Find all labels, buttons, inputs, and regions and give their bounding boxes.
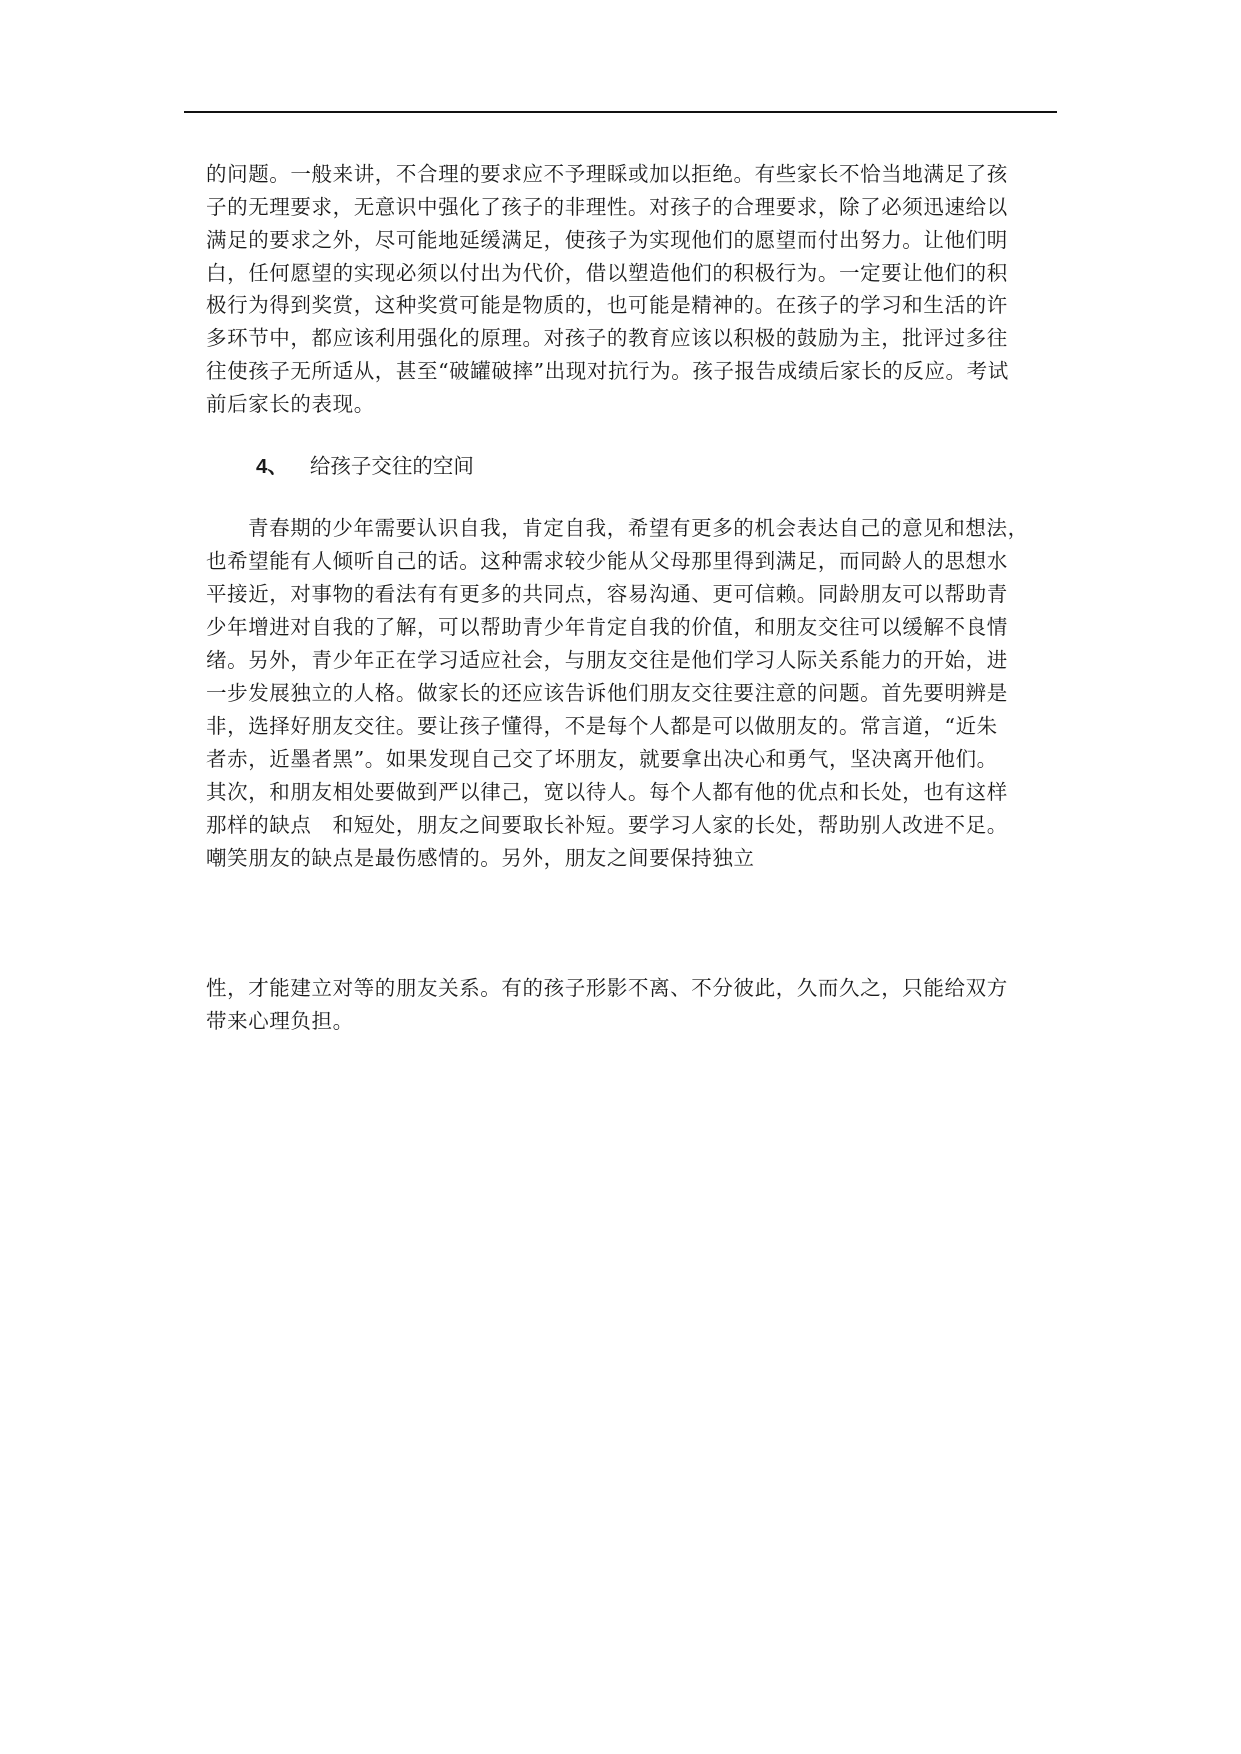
paragraph-line: 满足的要求之外，尽可能地延缓满足，使孩子为实现他们的愿望而付出努力。让他们明 <box>206 228 1008 252</box>
paragraph-line: 带来心理负担。 <box>206 1009 354 1033</box>
header-rule <box>184 111 1057 113</box>
paragraph-line: 少年增进对自我的了解，可以帮助青少年肯定自我的价值，和朋友交往可以缓解不良情 <box>206 615 1008 639</box>
paragraph-line: 性，才能建立对等的朋友关系。有的孩子形影不离、不分彼此，久而久之，只能给双方 <box>206 976 1008 1000</box>
paragraph-line: 非，选择好朋友交往。要让孩子懂得，不是每个人都是可以做朋友的。常言道，“近朱 <box>206 714 998 738</box>
paragraph-line: 其次，和朋友相处要做到严以律己，宽以待人。每个人都有他的优点和长处，也有这样 <box>206 780 1008 804</box>
paragraph-line: 的问题。一般来讲，不合理的要求应不予理睬或加以拒绝。有些家长不恰当地满足了孩 <box>206 162 1008 186</box>
paragraph-line: 平接近，对事物的看法有有更多的共同点，容易沟通、更可信赖。同龄朋友可以帮助青 <box>206 582 1008 606</box>
paragraph-line: 绪。另外，青少年正在学习适应社会，与朋友交往是他们学习人际关系能力的开始，进 <box>206 648 1008 672</box>
paragraph-line: 往使孩子无所适从，甚至“破罐破摔”出现对抗行为。孩子报告成绩后家长的反应。考试 <box>206 359 1009 383</box>
paragraph-line: 极行为得到奖赏，这种奖赏可能是物质的，也可能是精神的。在孩子的学习和生活的许 <box>206 293 1008 317</box>
paragraph-line: 白，任何愿望的实现必须以付出为代价，借以塑造他们的积极行为。一定要让他们的积 <box>206 261 1008 285</box>
section-heading <box>256 451 474 482</box>
paragraph-line: 也希望能有人倾听自己的话。这种需求较少能从父母那里得到满足，而同龄人的思想水 <box>206 549 1008 573</box>
section-number: 4、 <box>256 455 288 478</box>
paragraph-line: 一步发展独立的人格。做家长的还应该告诉他们朋友交往要注意的问题。首先要明辨是 <box>206 681 1008 705</box>
paragraph-line: 那样的缺点 和短处，朋友之间要取长补短。要学习人家的长处，帮助别人改进不足。 <box>206 813 1008 837</box>
paragraph-line: 子的无理要求，无意识中强化了孩子的非理性。对孩子的合理要求，除了必须迅速给以 <box>206 195 1008 219</box>
paragraph-line: 者赤，近墨者黑”。如果发现自己交了坏朋友，就要拿出决心和勇气，坚决离开他们。 <box>206 747 998 771</box>
paragraph-line: 嘲笑朋友的缺点是最伤感情的。另外，朋友之间要保持独立 <box>206 846 755 870</box>
section-title: 给孩子交往的空间 <box>309 454 474 478</box>
paragraph-line: 多环节中，都应该利用强化的原理。对孩子的教育应该以积极的鼓励为主，批评过多往 <box>206 326 1008 350</box>
paragraph-line: 青春期的少年需要认识自我，肯定自我，希望有更多的机会表达自己的意见和想法， <box>248 516 1029 540</box>
paragraph-line: 前后家长的表现。 <box>206 392 375 416</box>
